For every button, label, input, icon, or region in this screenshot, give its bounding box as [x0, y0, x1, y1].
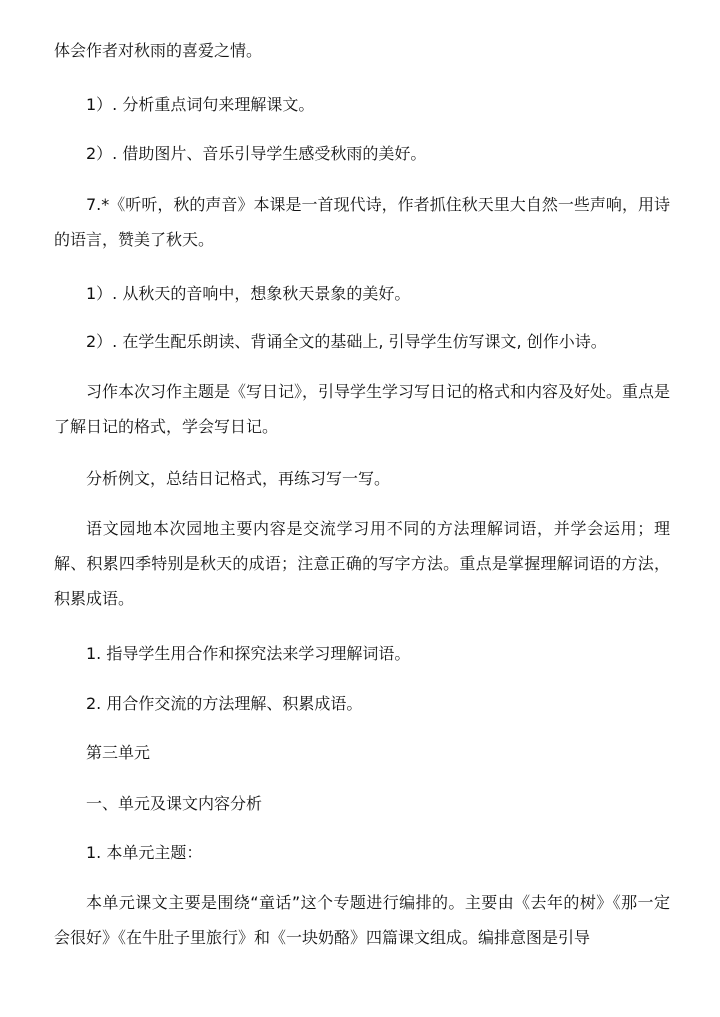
paragraph-2: 1）. 分析重点词句来理解课文。 — [86, 95, 315, 114]
paragraph-10: 1. 指导学生用合作和探究法来学习理解词语。 — [86, 644, 411, 663]
paragraph-7: 习作本次习作主题是《写日记》，引导学生学习写日记的格式和内容及好处。重点是了解日记的格式，学会写日记。 — [54, 382, 671, 436]
paragraph-11: 2. 用合作交流的方法理解、积累成语。 — [86, 694, 363, 713]
paragraph-9: 语文园地本次园地主要内容是交流学习用不同的方法理解词语，并学会运用；理解、积累四季特别是秋天的成语；注意正确的写字方法。重点是掌握理解词语的方法，积累成语。 — [54, 519, 670, 608]
section-heading: 第三单元 — [86, 743, 151, 762]
paragraph-15: 本单元课文主要是围绕“童话”这个专题进行编排的。主要由《去年的树》《那一定会很好》《在牛肚子里旅行》和《一块奶酪》四篇课文组成。编排意图是引导 — [54, 893, 670, 947]
paragraph-1: 体会作者对秋雨的喜爱之情。 — [54, 41, 263, 60]
paragraph-3: 2）. 借助图片、音乐引导学生感受秋雨的美好。 — [86, 144, 427, 163]
subsection-heading: 一、单元及课文内容分析 — [86, 794, 263, 813]
paragraph-8: 分析例文，总结日记格式，再练习写一写。 — [86, 469, 391, 488]
paragraph-6: 2）. 在学生配乐朗读、背诵全文的基础上, 引导学生仿写课文, 创作小诗。 — [86, 332, 607, 351]
paragraph-14: 1. 本单元主题： — [86, 843, 203, 862]
paragraph-4: 7.*《听听，秋的声音》本课是一首现代诗，作者抓住秋天里大自然一些声响，用诗的语言，赞美了秋天。 — [54, 195, 670, 249]
paragraph-5: 1）. 从秋天的音响中，想象秋天景象的美好。 — [86, 284, 411, 303]
